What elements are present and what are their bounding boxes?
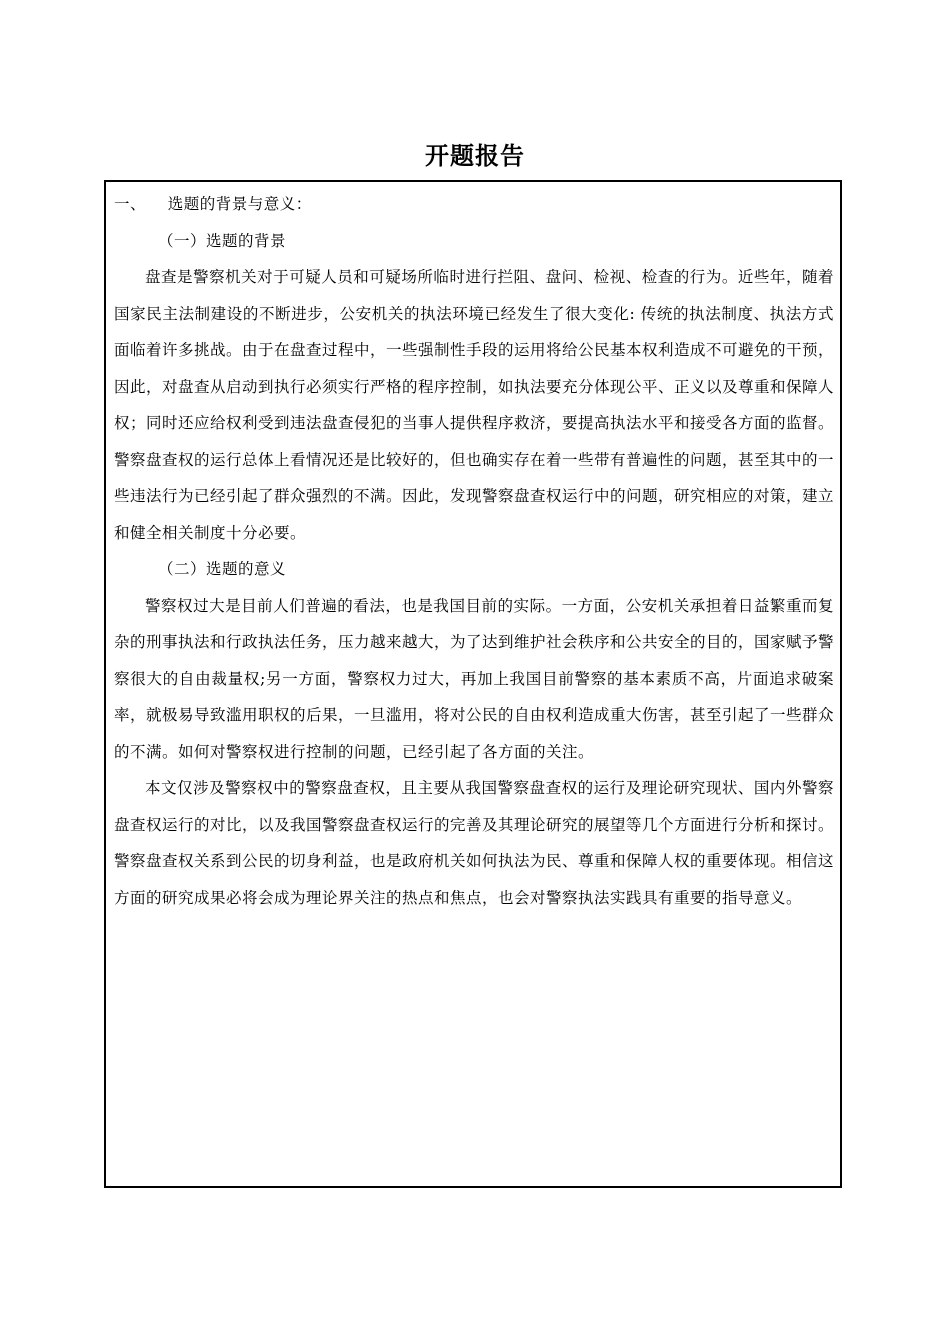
subsection-heading-significance: （二）选题的意义 [158, 560, 287, 578]
section-heading: 一、 选题的背景与意义： [114, 195, 312, 213]
report-form-box [104, 180, 842, 1188]
report-content [114, 186, 834, 916]
paragraph-significance-1: 警察权过大是目前人们普遍的看法，也是我国目前的实际。一方面，公安机关承担着日益繁重而复杂的刑事执法和行政执法任务，压力越来越大，为了达到维护社会秩序和公共安全的目的，国家赋予警察很大的自由裁量权;另一方面，警察权力过大，再加上我国目前警察的基本素质不高，片面追求破案率，就极易导致滥用职权的后果，一旦滥用，将对公民的自由权利造成重大伤害，甚至引起了一些群众的不满。如何对警察权进行控制的问题，已经引起了各方面的关注。 [114, 596, 835, 761]
page-title: 开题报告 [425, 142, 525, 170]
paragraph-background: 盘查是警察机关对于可疑人员和可疑场所临时进行拦阻、盘问、检视、检查的行为。近些年，随着国家民主法制建设的不断进步，公安机关的执法环境已经发生了很大变化: 传统的执法制度、执法方式面临着许多挑战。由于在盘查过程中，一些强制性手段的运用将给公民基本权利造成不可避免的干预，因此，对盘查从启动到执行必须实行严格的程序控制，如执法要充分体现公平、正义以及尊重和保障人权；同时还应给权利受到违法盘查侵犯的当事人提供程序救济，要提高执法水平和接受各方面的监督。警察盘查权的运行总体上看情况还是比较好的，但也确实存在着一些带有普遍性的问题，甚至其中的一些违法行为已经引起了群众强烈的不满。因此，发现警察盘查权运行中的问题，研究相应的对策，建立和健全相关制度十分必要。 [114, 268, 835, 542]
paragraph-significance-2: 本文仅涉及警察权中的警察盘查权，且主要从我国警察盘查权的运行及理论研究现状、国内外警察盘查权运行的对比，以及我国警察盘查权运行的完善及其理论研究的展望等几个方面进行分析和探讨。警察盘查权关系到公民的切身利益，也是政府机关如何执法为民、尊重和保障人权的重要体现。相信这方面的研究成果必将会成为理论界关注的热点和焦点，也会对警察执法实践具有重要的指导意义。 [114, 779, 835, 907]
subsection-heading-background: （一）选题的背景 [158, 231, 287, 250]
